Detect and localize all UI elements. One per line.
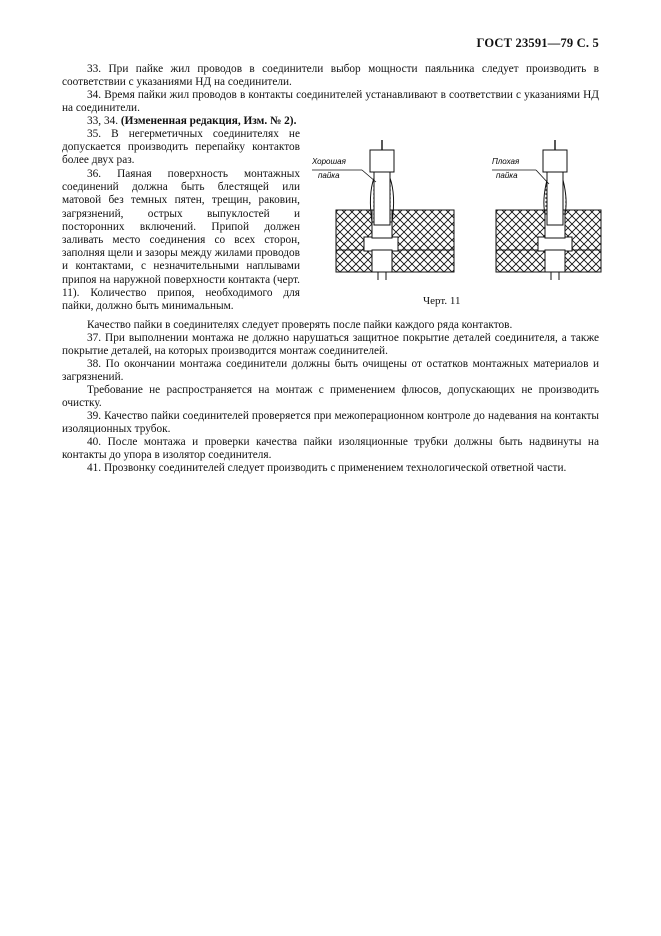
bad-label-line2: пайка xyxy=(496,171,518,180)
paragraph-39: 39. Качество пайки соединителей проверяется при межоперационном контроле до надевания на контакты изоляционных трубок. xyxy=(62,410,599,436)
paragraph-34: 34. Время пайки жил проводов в контакты соединителей устанавливают в соответствии с указаниями НД на соединители. xyxy=(62,89,599,115)
good-solder-drawing xyxy=(311,140,454,280)
good-label-line1: Хорошая xyxy=(312,157,346,166)
amendment-numbers: 33, 34. xyxy=(87,115,119,127)
amendment-note: (Измененная редакция, Изм. № 2). xyxy=(120,115,297,127)
paragraph-33-34-amendment xyxy=(62,115,599,128)
paragraph-36: 36. Паяная поверхность монтажных соединений должна быть блестящей или матовой без темных пятен, трещин, раковин, загрязнений, острых выпуклостей и посторонних включений. Припой должен заливать место соединения со всех сторон, заполняя щели и зазоры между жилами проводов и контактами, с незначительными наплывами припоя на наружной поверхности контакта (черт. 11). Количество припоя, необходимого для пайки, должно быть минимальным. xyxy=(62,168,300,313)
good-label-line2: пайка xyxy=(318,171,340,180)
bad-solder-drawing xyxy=(492,140,601,280)
paragraph-38: 38. По окончании монтажа соединители должны быть очищены от остатков монтажных материалов и загрязнений. xyxy=(62,358,599,384)
paragraph-37: 37. При выполнении монтажа не должно нарушаться защитное покрытие деталей соединителя, а также покрытие деталей, на которых производится монтаж соединителей. xyxy=(62,332,599,358)
paragraph-35: 35. В негерметичных соединителях не допускается производить перепайку контактов более двух раз. xyxy=(62,128,300,167)
page-header: ГОСТ 23591—79 С. 5 xyxy=(476,36,599,50)
paragraph-40: 40. После монтажа и проверки качества пайки изоляционные трубки должны быть надвинуты на контакты до упора в изолятор соединителя. xyxy=(62,436,599,462)
figure-caption: Черт. 11 xyxy=(423,295,461,307)
paragraph-36-continued: Качество пайки в соединителях следует проверять после пайки каждого ряда контактов. xyxy=(87,319,513,331)
figure-11-soldering-diagram xyxy=(304,140,604,320)
bad-label-line1: Плохая xyxy=(492,157,520,166)
paragraph-38-continued: Требование не распространяется на монтаж с применением флюсов, допускающих не производить очистку. xyxy=(62,384,599,410)
paragraph-41: 41. Прозвонку соединителей следует производить с применением технологической ответной части. xyxy=(87,462,567,474)
paragraph-33: 33. При пайке жил проводов в соединители выбор мощности паяльника следует производить в соответствии с указаниями НД на соединители. xyxy=(62,63,599,89)
